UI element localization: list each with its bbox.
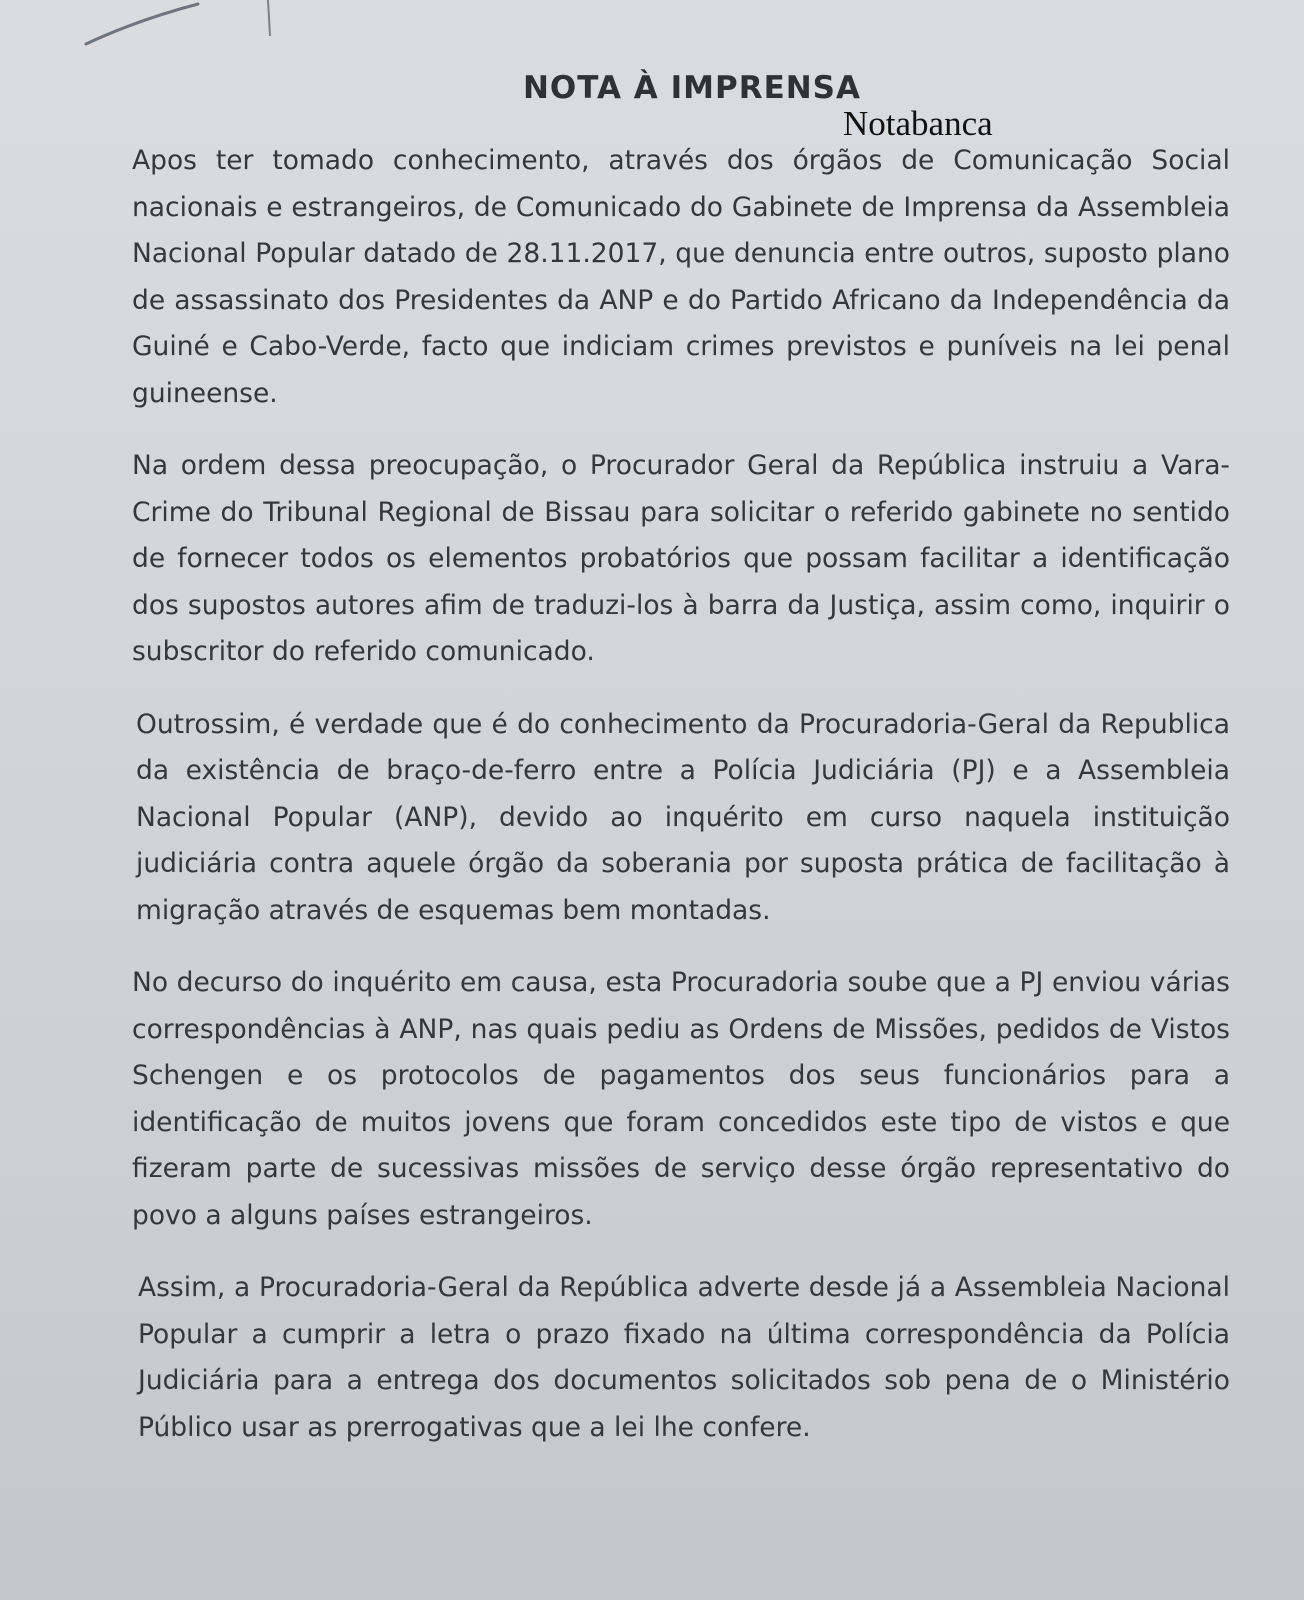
paragraph-2: Na ordem dessa preocupação, o Procurador Geral da República instruiu a Vara-Crime do Tribunal Regional de Bissau para solicitar o referido gabinete no sentido de fornecer todos os elementos probatórios que possam facilitar a identificação dos supostos autores afim de traduzi-los à barra da Justiça, assim como, inquirir o subscritor do referido comunicado. <box>132 450 1230 667</box>
paragraph-5: Assim, a Procuradoria-Geral da República adverte desde já a Assembleia Nacional Popular a cumprir a letra o prazo fixado na última correspondência da Polícia Judiciária para a entrega dos documentos solicitados sob pena de o Ministério Público usar as prerrogativas que a lei lhe confere. <box>138 1272 1230 1443</box>
document-body <box>132 138 1230 1477</box>
pen-mark <box>80 0 280 60</box>
paragraph-4: No decurso do inquérito em causa, esta Procuradoria soube que a PJ enviou várias correspondências à ANP, nas quais pediu as Ordens de Missões, pedidos de Vistos Schengen e os protocolos de pagamentos dos seus funcionários para a identificação de muitos jovens que foram concedidos este tipo de vistos e que fizeram parte de sucessivas missões de serviço desse órgão representativo do povo a alguns países estrangeiros. <box>132 967 1230 1231</box>
watermark-label: Notabanca <box>843 104 993 143</box>
paragraph-3: Outrossim, é verdade que é do conhecimento da Procuradoria-Geral da Republica da existência de braço-de-ferro entre a Polícia Judiciária (PJ) e a Assembleia Nacional Popular (ANP), devido ao inquérito em curso naquela instituição judiciária contra aquele órgão da soberania por suposta prática de facilitação à migração através de esquemas bem montadas. <box>136 708 1230 926</box>
document-title: NOTA À IMPRENSA <box>522 70 862 106</box>
paragraph-1: Apos ter tomado conhecimento, através dos órgãos de Comunicação Social nacionais e estrangeiros, de Comunicado do Gabinete de Imprensa da Assembleia Nacional Popular datado de 28.11.2017, que denuncia entre outros, suposto plano de assassinato dos Presidentes da ANP e do Partido Africano da Independência da Guiné e Cabo-Verde, facto que indiciam crimes previstos e puníveis na lei penal guineense. <box>132 145 1230 409</box>
